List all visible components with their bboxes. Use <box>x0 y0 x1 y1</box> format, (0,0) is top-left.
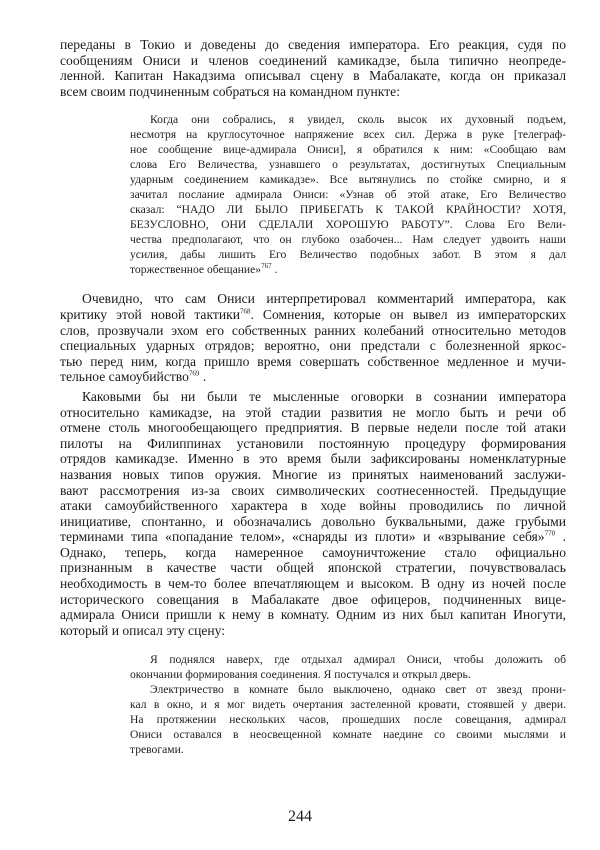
text-line: Я поднялся наверх, где отдыхал адмирал Ониси, чтобы доложить об <box>150 653 566 667</box>
text-line: ударным соединением камикадзе». Все вытянулись по стойке смирно, и я <box>130 173 566 187</box>
text-line: окончании формирования соединения. Я постучался и открыл дверь. <box>130 668 471 682</box>
text-line: инициативе, спонтанно, и обозначались довольно буквальными, даже грубыми <box>60 513 566 529</box>
text-line: Очевидно, что сам Ониси интерпретировал комментарий императора, как <box>82 291 566 307</box>
text-line: слова Его Величества, узнавшего о результатах, достигнутых Специальным <box>130 158 566 172</box>
text-line: слов, прозвучали эхом его собственных ранних колебаний относительно методов <box>60 322 566 338</box>
text-line: всем своим подчиненным собраться на командном пункте: <box>60 83 400 99</box>
text-line: адмирала Ониси пришли к нему в комнату. Одним из них был капитан Иногути, <box>60 607 566 623</box>
text-line: терминами типа «попадание телом», «снаряды из плоти» и «взрывание себя»$^{770}$ . <box>60 529 566 545</box>
text-line: отмене столь многообещающего предприятия. В первые недели после той атаки <box>60 420 566 436</box>
paragraph-kamikaze-names <box>60 389 566 639</box>
text-line: Однако, теперь, когда намеренное самоуничтожение стало официально <box>60 544 566 560</box>
page-body <box>0 37 600 757</box>
text-line: тревогами. <box>130 743 184 757</box>
text-line: необходимость в чем-то более впечатляющем и высоком. В одну из ночей после <box>60 576 566 592</box>
text-line: который и описал эту сцену: <box>60 622 226 638</box>
text-line: атаки самоубийственного характера в ходе войны проводились по личной <box>60 498 566 514</box>
footnote-ref: 767 <box>261 262 272 271</box>
page-number: 244 <box>288 808 312 825</box>
text-line: Ониси оставался в неосвещенной комнате наедине со своими мыслями и <box>130 728 566 742</box>
text-line: относительно камикадзе, на этой стадии развития не могло быть и речи об <box>60 404 566 420</box>
text-line: ленной. Капитан Накадзима описывал сцену в Мабалакате, когда он приказал <box>60 68 566 84</box>
text-line: исторического совещания в Мабалакате двое офицеров, подчиненных вице- <box>60 591 566 607</box>
text-line: ное сообщение вице-адмирала Ониси], я обратился к ним: «Сообщаю вам <box>130 143 566 157</box>
text-span: терминами типа «попадание телом», «снаряды из плоти» и «взрывание себя» <box>60 529 545 545</box>
text-line: Когда они собрались, я увидел, сколь высок их духовный подъем, <box>150 113 566 127</box>
text-line: Каковыми бы ни были те мысленные оговорки в сознании императора <box>82 388 566 404</box>
text-line: усилия, дабы лишить Его Величество подобных забот. В этом я дал <box>130 248 566 262</box>
paragraph-intro <box>60 37 566 99</box>
text-line: названия новых типов оружия. Многие из принятых наименований заслужи- <box>60 466 566 482</box>
text-line: зачитал послание адмирала Ониси: «Узнав об этой атаке, Его Величество <box>130 188 566 202</box>
text-line: чества предполагают, что он глубоко озабочен... Нам следует удвоить наши <box>130 233 566 247</box>
text-line: сказал: “НАДО ЛИ БЫЛО ПРИБЕГАТЬ К ТАКОЙ КРАЙНОСТИ? ХОТЯ, <box>130 203 566 217</box>
text-span: критику этой новой тактики <box>60 306 240 322</box>
text-line: Электричество в комнате было выключено, однако свет от звезд прони- <box>150 683 566 697</box>
text-span: торжественное обещание» <box>130 263 262 277</box>
footnote-ref: 768 <box>240 307 251 316</box>
text-line: тельное самоубийство$^{769}$ . <box>60 369 207 385</box>
text-line: переданы в Токио и доведены до сведения императора. Его реакция, судя по <box>60 37 566 52</box>
footnote-ref: 770 <box>544 529 556 538</box>
footnote-ref: 769 <box>188 369 200 378</box>
text-line <box>60 307 566 323</box>
text-span: . Сомнения, которые он вывел из императорских <box>250 306 567 322</box>
text-line: БЕЗУСЛОВНО, ОНИ СДЕЛАЛИ ХОРОШУЮ РАБОТУ”. Слова Его Вели- <box>130 218 566 232</box>
block-quote-nakajima <box>130 112 566 277</box>
text-span: тельное самоубийство <box>60 369 189 385</box>
text-line: пилоты на Филиппинах установили постоянную процедуру формирования <box>60 435 566 451</box>
text-line: кал в окно, и я мог видеть очертания застеленной кровати, стоявшей у двери. <box>130 698 566 712</box>
text-line: отрядов камикадзе. Именно в это время были зафиксированы номенклатурные <box>60 451 566 467</box>
text-line: специальных ударных отрядов; вероятно, они предстали с болезненной яркос- <box>60 338 566 354</box>
block-quote-inoguchi <box>130 652 566 757</box>
text-line: несмотря на круглосуточное напряжение всех сил. Держа в руке [телеграф- <box>130 128 566 142</box>
text-line: вают рассмотрения из-за своих символических соотнесенностей. Предыдущие <box>60 482 566 498</box>
paragraph-onishi <box>60 291 566 385</box>
text-line: На протяжении нескольких часов, прошедших после совещания, адмирал <box>130 713 566 727</box>
text-line: тью перед ним, когда пришло время совершать собственное медленное и мучи- <box>60 353 566 369</box>
text-line: признанным в качестве части общей японской стратегии, почувствовалась <box>60 560 566 576</box>
text-line: сообщениям Ониси и членов соединений камикадзе, была типично неопреде- <box>60 52 566 68</box>
text-line: торжественное обещание»$^{767}$ . <box>130 262 278 277</box>
